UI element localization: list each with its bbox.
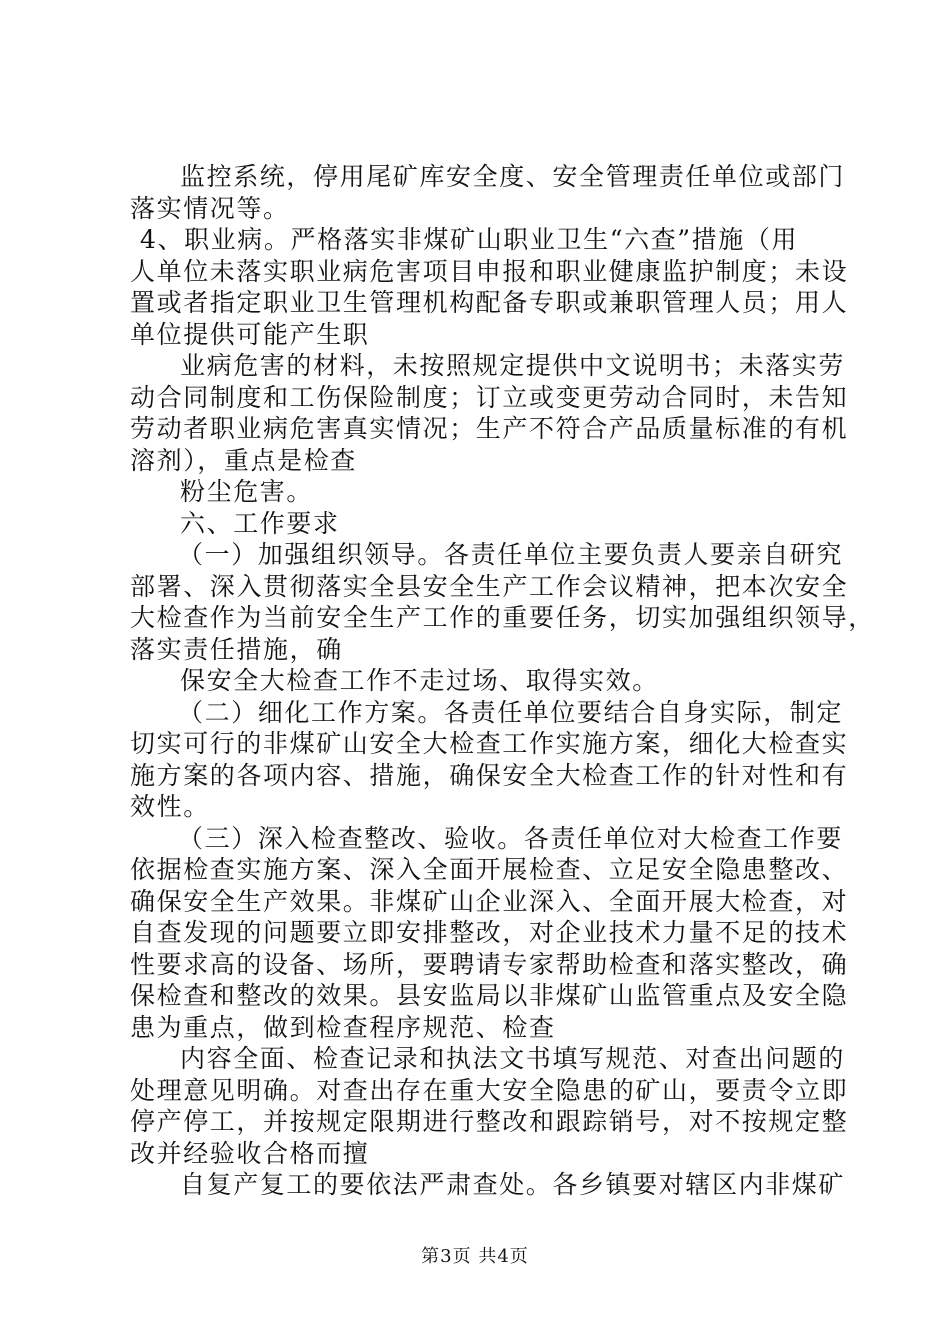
text-line: 保安全大检查工作不走过场、取得实效。 <box>180 666 659 695</box>
text-line: 性要求高的设备、场所，要聘请专家帮助检查和落实整改，确 <box>130 949 849 979</box>
text-line: 劳动者职业病危害真实情况；生产不符合产品质量标准的有机 <box>130 414 849 443</box>
text-line: 4、职业病。严格落实非煤矿山职业卫生“六查”措施（用 <box>140 225 799 254</box>
text-line: 部署、深入贯彻落实全县安全生产工作会议精神，把本次安全 <box>130 571 849 601</box>
text-line: 处理意见明确。对查出存在重大安全隐患的矿山，要责令立即 <box>130 1075 849 1105</box>
text-line: 确保安全生产效果。非煤矿山企业深入、全面开展大检查，对 <box>130 886 849 916</box>
text-line: （三）深入检查整改、验收。各责任单位对大检查工作要 <box>178 823 844 853</box>
text-line: （二）细化工作方案。各责任单位要结合自身实际，制定 <box>178 697 844 727</box>
section-heading: 六、工作要求 <box>180 508 340 538</box>
text-line: 依据检查实施方案、深入全面开展检查、立足安全隐患整改、 <box>130 855 849 884</box>
text-line: 单位提供可能产生职 <box>130 319 370 349</box>
text-line: 置或者指定职业卫生管理机构配备专职或兼职管理人员；用人 <box>130 288 849 317</box>
text-line: 人单位未落实职业病危害项目申报和职业健康监护制度；未设 <box>130 256 849 286</box>
text-line: 业病危害的材料，未按照规定提供中文说明书；未落实劳 <box>180 351 846 380</box>
text-line: 患为重点，做到检查程序规范、检查 <box>130 1012 556 1042</box>
text-line: 内容全面、检查记录和执法文书填写规范、对查出问题的 <box>180 1044 846 1073</box>
text-line: 大检查作为当前安全生产工作的重要任务，切实加强组织领导， <box>130 603 875 632</box>
text-line: 动合同制度和工伤保险制度；订立或变更劳动合同时，未告知 <box>130 382 849 412</box>
text-line: 效性。 <box>130 792 210 821</box>
text-line: 落实情况等。 <box>130 193 290 223</box>
text-line: 改并经验收合格而擅 <box>130 1138 370 1168</box>
page-number-footer: 第3页 共4页 <box>421 1246 529 1267</box>
text-line: 切实可行的非煤矿山安全大检查工作实施方案，细化大检查实 <box>130 729 849 758</box>
text-line: 停产停工，并按规定限期进行整改和跟踪销号，对不按规定整 <box>130 1107 849 1136</box>
text-line: 自查发现的问题要立即安排整改，对企业技术力量不足的技术 <box>130 918 849 947</box>
text-line: 施方案的各项内容、措施，确保安全大检查工作的针对性和有 <box>130 760 849 790</box>
text-line: （一）加强组织领导。各责任单位主要负责人要亲自研究 <box>178 540 844 569</box>
text-line: 落实责任措施，确 <box>130 634 343 664</box>
text-line: 溶剂），重点是检查 <box>130 445 357 475</box>
text-line: 粉尘危害。 <box>180 477 314 506</box>
text-line: 监控系统，停用尾矿库安全度、安全管理责任单位或部门 <box>180 162 846 191</box>
text-line: 保检查和整改的效果。县安监局以非煤矿山监管重点及安全隐 <box>130 981 849 1010</box>
text-line: 自复产复工的要依法严肃查处。各乡镇要对辖区内非煤矿 <box>180 1170 846 1199</box>
